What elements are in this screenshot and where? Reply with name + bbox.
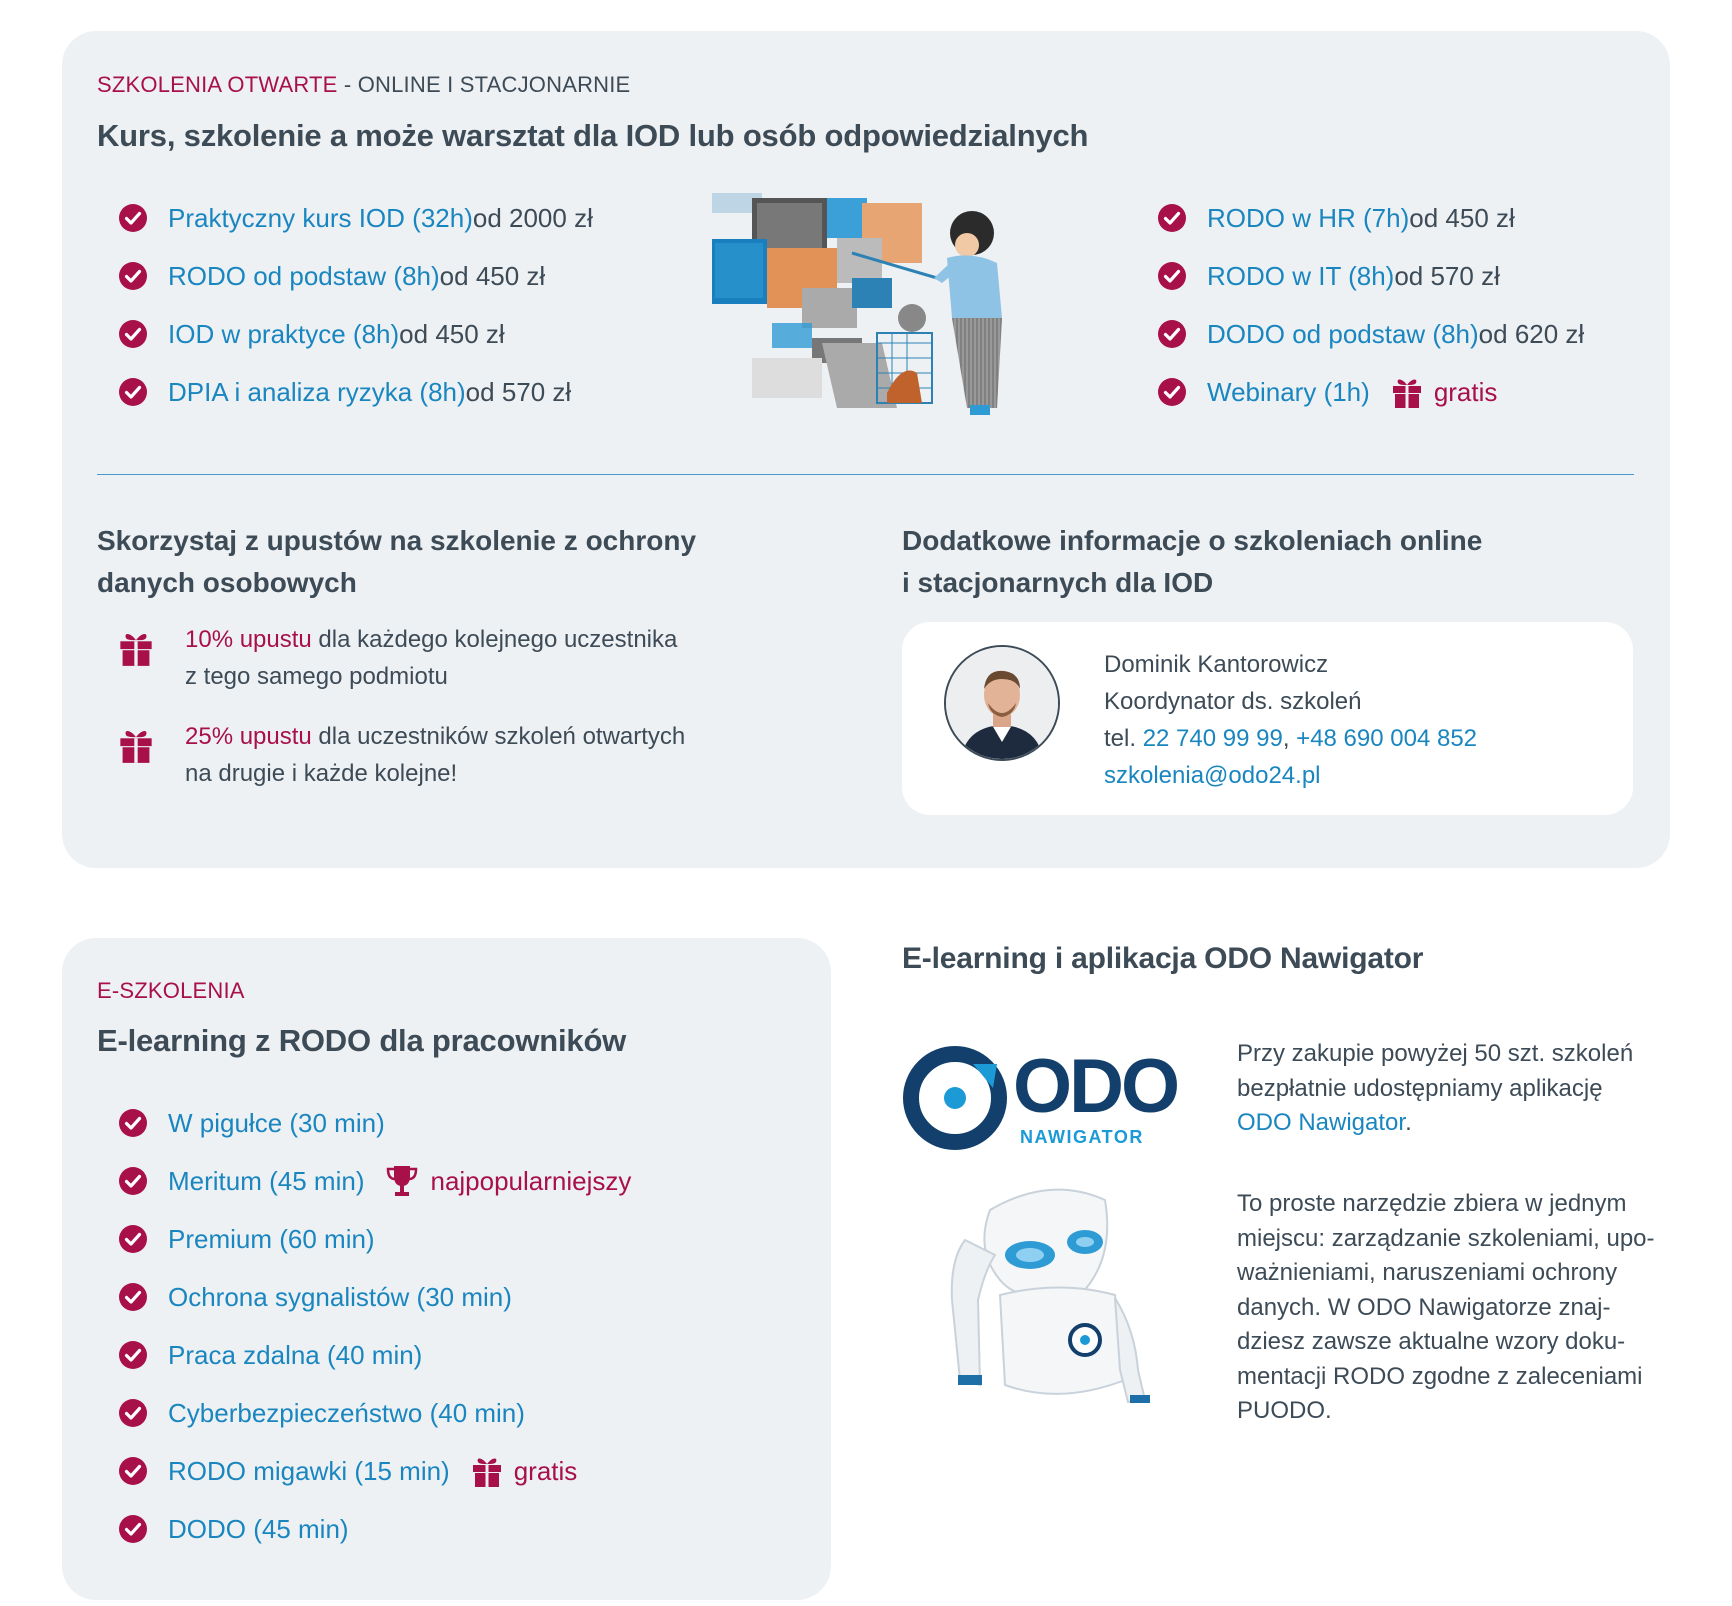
check-circle-icon	[118, 1398, 148, 1428]
avatar	[944, 645, 1060, 761]
list-item	[118, 1500, 631, 1558]
course-link[interactable]: IOD w praktyce (8h)	[168, 318, 400, 349]
course-link[interactable]: Praktyczny kurs IOD (32h)	[168, 202, 473, 233]
open-trainings-eyebrow: SZKOLENIA OTWARTE - ONLINE I STACJONARNIE	[97, 72, 631, 97]
elearning-link[interactable]: Praca zdalna (40 min)	[168, 1339, 423, 1370]
list-item	[118, 1384, 631, 1442]
check-circle-icon	[118, 1514, 148, 1544]
list-item: RODO w IT (8h) od 570 zł	[1157, 247, 1584, 305]
odo-paragraph-2: To proste narzędzie zbiera w jednym miejscu: zarządzanie szkoleniami, upo- ważnieniami, naruszeniami ochrony danych. W ODO Nawigatorze znaj- dziesz zawsze aktualne wzory doku- mentacji RODO zgodne z zaleceniami PUODO.	[1237, 1190, 1655, 1424]
contact-phones: tel. 22 740 99 99, +48 690 004 852	[1104, 725, 1478, 752]
course-link[interactable]: RODO od podstaw (8h)	[168, 260, 440, 291]
check-circle-icon	[1157, 203, 1187, 233]
gift-icon	[117, 726, 155, 764]
check-circle-icon	[118, 319, 148, 349]
elearning-link[interactable]: Cyberbezpieczeństwo (40 min)	[168, 1397, 525, 1428]
elearning-list	[118, 1094, 631, 1558]
email-link[interactable]: szkolenia@odo24.pl	[1104, 762, 1321, 789]
list-item	[118, 1268, 631, 1326]
discount-item: 10% upustu dla każdego kolejnego uczestnika z tego samego podmiotu	[117, 621, 677, 695]
elearning-link[interactable]: W pigułce (30 min)	[168, 1107, 385, 1138]
check-circle-icon	[118, 261, 148, 291]
list-item: DODO od podstaw (8h) od 620 zł	[1157, 305, 1584, 363]
course-link[interactable]: Webinary (1h)	[1207, 376, 1370, 407]
check-circle-icon	[1157, 261, 1187, 291]
elearning-eyebrow: E-SZKOLENIA	[97, 978, 245, 1003]
check-circle-icon	[118, 1166, 148, 1196]
check-circle-icon	[118, 1456, 148, 1486]
contact-details	[1104, 646, 1477, 794]
section-divider	[97, 474, 1634, 475]
gratis-badge: gratis	[1392, 375, 1498, 409]
check-circle-icon	[1157, 319, 1187, 349]
elearning-link[interactable]: Ochrona sygnalistów (30 min)	[168, 1281, 512, 1312]
check-circle-icon	[118, 1282, 148, 1312]
info-title: Dodatkowe informacje o szkoleniach online i stacjonarnych dla IOD	[902, 525, 1483, 598]
check-circle-icon	[118, 1108, 148, 1138]
open-trainings-left-list	[118, 189, 593, 421]
contact-role: Koordynator ds. szkoleń	[1104, 688, 1362, 715]
robot-mascot-illustration	[930, 1180, 1170, 1420]
list-item: DPIA i analiza ryzyka (8h) od 570 zł	[118, 363, 593, 421]
odo-logo-mark	[903, 1046, 1008, 1151]
popular-badge: najpopularniejszy	[386, 1164, 631, 1198]
check-circle-icon	[118, 1224, 148, 1254]
list-item	[118, 1442, 631, 1500]
elearning-link[interactable]: Premium (60 min)	[168, 1223, 375, 1254]
trophy-icon	[386, 1164, 418, 1198]
elearning-link[interactable]: Meritum (45 min)	[168, 1165, 365, 1196]
list-item	[118, 1210, 631, 1268]
open-trainings-right-list	[1157, 189, 1584, 421]
gift-icon	[472, 1454, 502, 1488]
discount-item: 25% upustu dla uczestników szkoleń otwartych na drugie i każde kolejne!	[117, 718, 685, 792]
mobile-link[interactable]: +48 690 004 852	[1296, 725, 1478, 752]
odo-logo-subtitle: NAWIGATOR	[1020, 1127, 1144, 1147]
list-item	[1157, 363, 1584, 421]
contact-card	[902, 622, 1633, 815]
gift-icon	[117, 629, 155, 667]
list-item: IOD w praktyce (8h) od 450 zł	[118, 305, 593, 363]
open-trainings-title: Kurs, szkolenie a może warsztat dla IOD lub osób odpowiedzialnych	[97, 118, 1089, 153]
odo-paragraph-1: Przy zakupie powyżej 50 szt. szkoleń bezpłatnie udostępniamy aplikację ODO Nawigator.	[1237, 1040, 1634, 1136]
gift-icon	[1392, 375, 1422, 409]
odo-logo-text: ODO	[1013, 1044, 1178, 1129]
course-link[interactable]: RODO w HR (7h)	[1207, 202, 1410, 233]
list-item: RODO od podstaw (8h) od 450 zł	[118, 247, 593, 305]
gratis-badge: gratis	[472, 1454, 578, 1488]
presentation-illustration	[712, 193, 1022, 428]
list-item	[118, 1326, 631, 1384]
check-circle-icon	[118, 203, 148, 233]
person-photo	[946, 647, 1058, 759]
list-item: RODO w HR (7h) od 450 zł	[1157, 189, 1584, 247]
list-item	[118, 1152, 631, 1210]
elearning-title: E-learning z RODO dla pracowników	[97, 1023, 627, 1058]
odo-nawigator-link[interactable]: ODO Nawigator	[1237, 1109, 1406, 1136]
course-link[interactable]: DPIA i analiza ryzyka (8h)	[168, 376, 466, 407]
list-item	[118, 1094, 631, 1152]
list-item: Praktyczny kurs IOD (32h) od 2000 zł	[118, 189, 593, 247]
elearning-link[interactable]: RODO migawki (15 min)	[168, 1455, 450, 1486]
contact-name: Dominik Kantorowicz	[1104, 651, 1329, 678]
course-link[interactable]: RODO w IT (8h)	[1207, 260, 1395, 291]
course-link[interactable]: DODO od podstaw (8h)	[1207, 318, 1479, 349]
elearning-link[interactable]: DODO (45 min)	[168, 1513, 349, 1544]
check-circle-icon	[118, 1340, 148, 1370]
discounts-title: Skorzystaj z upustów na szkolenie z ochrony danych osobowych	[97, 525, 697, 598]
check-circle-icon	[1157, 377, 1187, 407]
odo-nawigator-logo	[903, 1046, 1183, 1151]
phone-link[interactable]: 22 740 99 99	[1142, 725, 1283, 752]
check-circle-icon	[118, 377, 148, 407]
odo-title: E-learning i aplikacja ODO Nawigator	[902, 942, 1424, 975]
